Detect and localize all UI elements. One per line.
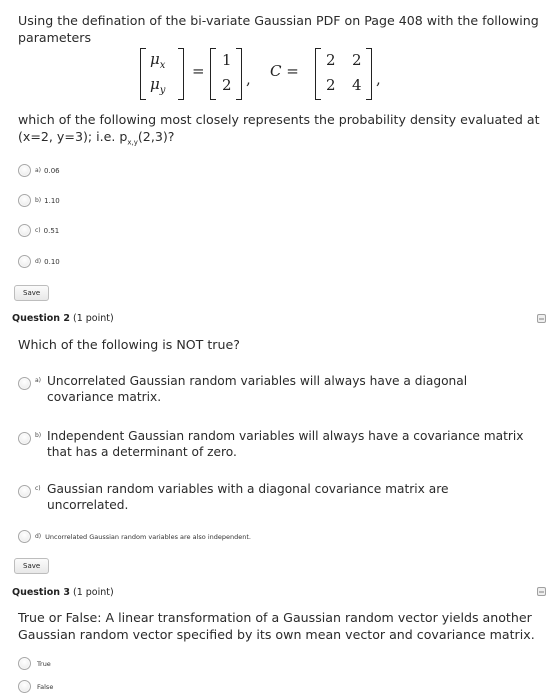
mu-y-subscript: y [159, 85, 166, 96]
radio-button[interactable] [18, 432, 31, 445]
option-text: False [37, 682, 54, 691]
save-button[interactable]: Save [14, 558, 49, 574]
question-3-prompt: True or False: A linear transformation of a Gaussian random vector yields another Gaussian random vector specified by its own mean vector and covariance matrix. [18, 610, 535, 642]
save-button[interactable]: Save [14, 285, 49, 301]
option-text: 1.10 [44, 196, 60, 205]
question-1-intro: Using the defination of the bi-variate Gaussian PDF on Page 408 with the following parameters [18, 13, 539, 45]
option-text: 0.06 [44, 166, 60, 175]
option-text: Independent Gaussian random variables will always have a covariance matrix that has a determinant of zero. [47, 429, 524, 459]
parameter-equations [140, 48, 440, 104]
radio-button[interactable] [18, 530, 31, 543]
question-1-prompt [18, 111, 548, 152]
question-3-points: (1 point) [72, 587, 114, 598]
q1-option-c[interactable] [18, 224, 59, 237]
radio-button[interactable] [18, 657, 31, 670]
mu-x-symbol: μ [150, 50, 160, 68]
equals-sign: = [192, 62, 205, 80]
option-letter: a) [35, 167, 42, 174]
q2-option-c[interactable] [18, 481, 477, 513]
option-text: 0.10 [44, 257, 60, 266]
comma: , [376, 70, 381, 88]
left-bracket [210, 48, 216, 100]
mean-vector-entry: 1 [222, 51, 232, 69]
left-bracket [140, 48, 146, 100]
flag-question-icon[interactable] [537, 314, 546, 323]
question-1-subscript: x,y [127, 138, 138, 147]
option-text: Gaussian random variables with a diagonal covariance matrix are uncorrelated. [47, 482, 449, 512]
q3-option-true[interactable] [18, 657, 51, 670]
question-3-label: Question 3 [12, 587, 70, 598]
option-text: 0.51 [43, 226, 60, 235]
q2-option-b[interactable] [18, 428, 547, 460]
option-letter: a) [35, 377, 42, 384]
q2-option-d[interactable] [18, 530, 251, 543]
option-text: True [37, 659, 51, 668]
q3-option-false[interactable] [18, 680, 53, 693]
radio-button[interactable] [18, 255, 31, 268]
question-1-prompt-line2b: (2,3)? [137, 129, 175, 144]
right-bracket [236, 48, 242, 100]
question-1-prompt-line1: which of the following most closely represents the probability density evaluated at [18, 112, 540, 127]
radio-button[interactable] [18, 194, 31, 207]
mu-y-symbol: μ [150, 75, 160, 93]
option-letter: c) [35, 485, 41, 492]
radio-button[interactable] [18, 224, 31, 237]
radio-button[interactable] [18, 680, 31, 693]
right-bracket [178, 48, 184, 100]
covariance-label: C = [270, 62, 299, 80]
question-2-points: (1 point) [72, 313, 114, 324]
q1-option-d[interactable] [18, 255, 60, 268]
q1-option-a[interactable] [18, 164, 60, 177]
mean-vector-entry: 2 [222, 76, 232, 94]
flag-question-icon[interactable] [537, 587, 546, 596]
option-letter: b) [35, 197, 42, 204]
radio-button[interactable] [18, 377, 31, 390]
right-bracket [366, 48, 372, 100]
option-letter: c) [35, 227, 41, 234]
question-1-prompt-line2a: (x=2, y=3); i.e. p [18, 129, 128, 144]
covariance-entry: 2 [326, 76, 336, 94]
left-bracket [315, 48, 321, 100]
covariance-entry: 2 [326, 51, 336, 69]
comma: , [246, 70, 251, 88]
option-letter: d) [35, 258, 42, 265]
radio-button[interactable] [18, 164, 31, 177]
radio-button[interactable] [18, 485, 31, 498]
question-2-prompt: Which of the following is NOT true? [18, 337, 240, 352]
q1-option-b[interactable] [18, 194, 60, 207]
option-letter: b) [35, 432, 42, 439]
mu-x-subscript: x [159, 60, 166, 71]
question-2-header [12, 313, 114, 324]
covariance-entry: 4 [352, 76, 362, 94]
option-text: Uncorrelated Gaussian random variables are also independent. [45, 532, 251, 541]
question-2-label: Question 2 [12, 313, 70, 324]
q2-option-a[interactable] [18, 373, 507, 405]
option-text: Uncorrelated Gaussian random variables will always have a diagonal covariance matrix. [47, 374, 468, 404]
question-3-header [12, 587, 114, 598]
option-letter: d) [35, 533, 42, 540]
covariance-entry: 2 [352, 51, 362, 69]
